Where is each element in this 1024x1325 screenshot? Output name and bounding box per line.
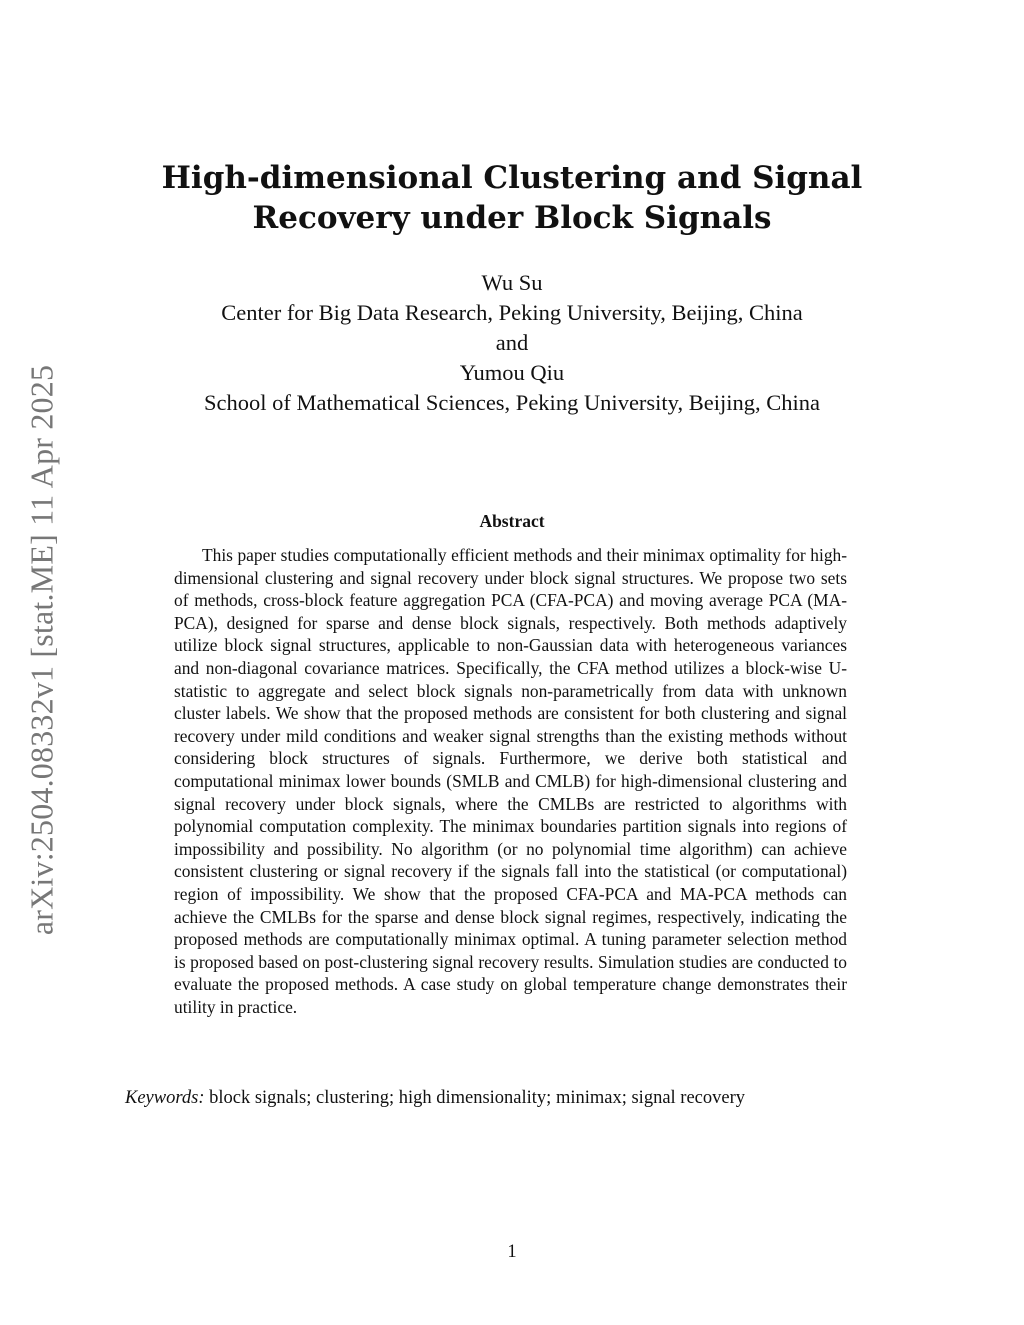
author-affiliation-2: School of Mathematical Sciences, Peking University, Beijing, China (204, 390, 820, 415)
title-line-2: Recovery under Block Signals (252, 200, 772, 236)
author-affiliation-1: Center for Big Data Research, Peking University, Beijing, China (221, 300, 803, 325)
author-block (112, 268, 912, 418)
abstract-text: This paper studies computationally efficient methods and their minimax optimality for high-dimensional clustering and signal recovery under block signal structures. We propose two sets of methods, cross-block feature aggregation PCA (CFA-PCA) and moving average PCA (MA-PCA), designed for sparse and dense block signals, respectively. Both methods adaptively utilize block signal structures, applicable to non-Gaussian data with heterogeneous variances and non-diagonal covariance matrices. Specifically, the CFA method utilizes a block-wise U-statistic to aggregate and select block signals non-parametrically from data with unknown cluster labels. We show that the proposed methods are consistent for both clustering and signal recovery under mild conditions and weaker signal strengths than the existing methods without considering block structures of signals. Furthermore, we derive both statistical and computational minimax lower bounds (SMLB and CMLB) for high-dimensional clustering and signal recovery under block signals, where the CMLBs are restricted to algorithms with polynomial computation complexity. The minimax boundaries partition signals into regions of impossibility and possibility. No algorithm (or no polynomial time algorithm) can achieve consistent clustering or signal recovery if the signals fall into the statistical (or computational) region of impossibility. We show that the proposed CFA-PCA and MA-PCA methods can achieve the CMLBs for the sparse and dense block signal regimes, respectively, indicating the proposed methods are computationally minimax optimal. A tuning parameter selection method is proposed based on post-clustering signal recovery results. Simulation studies are conducted to evaluate the proposed methods. A case study on global temperature change demonstrates their utility in practice. (174, 545, 847, 1017)
arxiv-identifier: arXiv:2504.08332v1 [stat.ME] 11 Apr 2025 (23, 364, 60, 936)
keywords-values: block signals; clustering; high dimensionality; minimax; signal recovery (209, 1088, 746, 1108)
author-name-1: Wu Su (481, 270, 543, 295)
page-number: 1 (507, 1242, 517, 1262)
abstract-heading: Abstract (479, 511, 545, 531)
keywords-label: Keywords: (125, 1088, 205, 1108)
keywords-line (125, 1086, 905, 1110)
paper-title (112, 158, 912, 238)
author-name-2: Yumou Qiu (459, 360, 565, 385)
title-line-1: High-dimensional Clustering and Signal (161, 160, 863, 196)
author-conjunction: and (495, 330, 529, 355)
